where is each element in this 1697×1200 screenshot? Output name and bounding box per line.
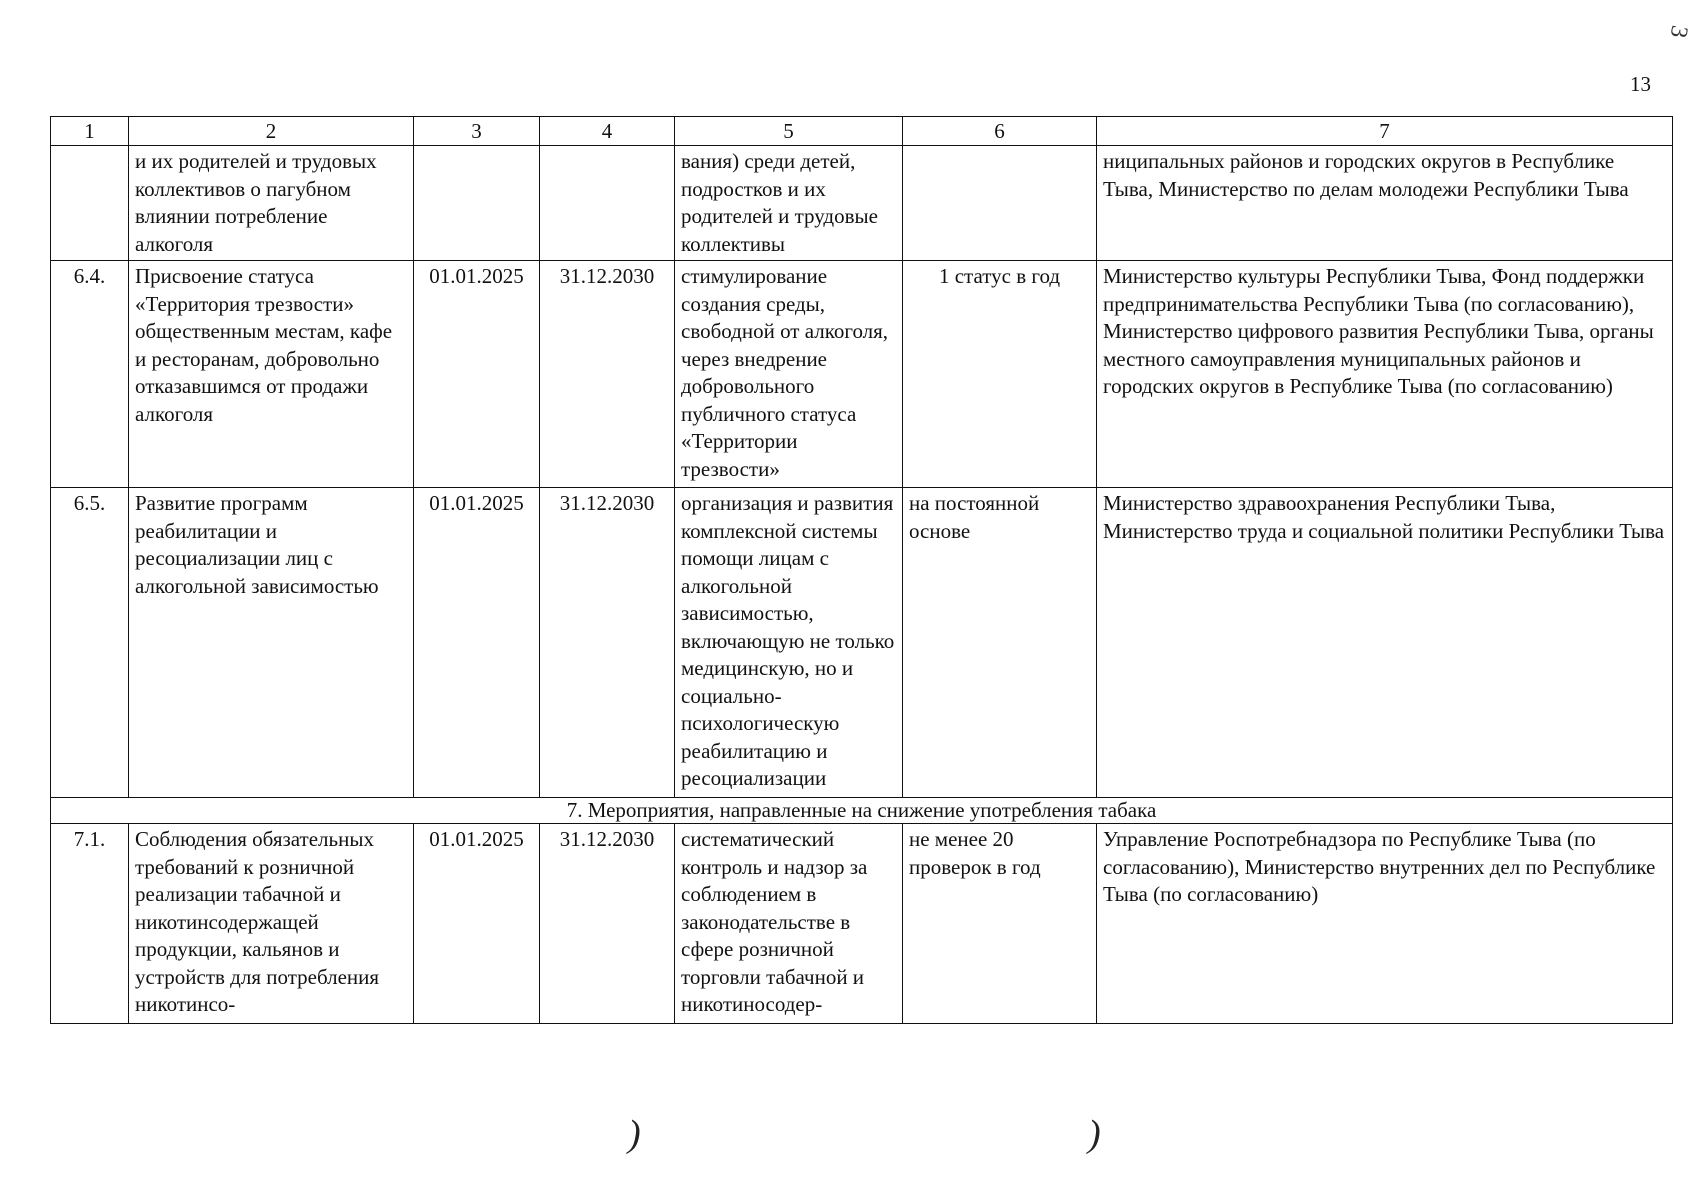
section-title: 7. Мероприятия, направленные на снижение употребления табака [51, 798, 1673, 824]
column-header: 3 [414, 117, 540, 146]
row-number: 6.5. [51, 488, 129, 798]
table-row [51, 146, 1673, 261]
executors: ниципальных районов и городских округов в Республике Тыва, Министерство по делам молодежи Республики Тыва [1097, 146, 1673, 261]
indicator [903, 146, 1097, 261]
start-date [414, 146, 540, 261]
executors: Министерство культуры Республики Тыва, Фонд поддержки предпринимательства Республики Тыва (по согласованию), Министерство цифрового развития Республики Тыва, органы местного самоуправления муниципальных районов и городских округов в Республике Тыва (по согласованию) [1097, 261, 1673, 488]
table-row [51, 261, 1673, 488]
page-number: 13 [1630, 72, 1651, 96]
row-number: 7.1. [51, 824, 129, 1024]
end-date: 31.12.2030 [540, 824, 675, 1024]
executors: Министерство здравоохранения Республики Тыва, Министерство труда и социальной политики Республики Тыва [1097, 488, 1673, 798]
start-date: 01.01.2025 [414, 488, 540, 798]
indicator: 1 статус в год [903, 261, 1097, 488]
start-date: 01.01.2025 [414, 824, 540, 1024]
expected-result: организация и развития комплексной системы помощи лицам с алкогольной зависимостью, включающую не только медицинскую, но и социально-психологическую реабилитацию и ресоциализации [675, 488, 903, 798]
table-row [51, 824, 1673, 1024]
column-header: 1 [51, 117, 129, 146]
column-header: 5 [675, 117, 903, 146]
end-date: 31.12.2030 [540, 488, 675, 798]
end-date [540, 146, 675, 261]
column-header: 6 [903, 117, 1097, 146]
measure-name: Развитие программ реабилитации и ресоциализации лиц с алкогольной зависимостью [129, 488, 414, 798]
indicator: не менее 20 проверок в год [903, 824, 1097, 1024]
measure-name: Соблюдения обязательных требований к розничной реализации табачной и никотинсодержащей продукции, кальянов и устройств для потребления никотинсо- [129, 824, 414, 1024]
row-number [51, 146, 129, 261]
indicator: на постоянной основе [903, 488, 1097, 798]
expected-result: вания) среди детей, подростков и их родителей и трудовые коллективы [675, 146, 903, 261]
column-header: 4 [540, 117, 675, 146]
executors: Управление Роспотребнадзора по Республике Тыва (по согласованию), Министерство внутренних дел по Республике Тыва (по согласованию) [1097, 824, 1673, 1024]
column-header: 7 [1097, 117, 1673, 146]
end-date: 31.12.2030 [540, 261, 675, 488]
row-number: 6.4. [51, 261, 129, 488]
measures-table [50, 116, 1673, 1024]
table-row [51, 488, 1673, 798]
expected-result: систематический контроль и надзор за соблюдением в законодательстве в сфере розничной торговли табачной и никотиносодер- [675, 824, 903, 1024]
column-header: 2 [129, 117, 414, 146]
expected-result: стимулирование создания среды, свободной от алкоголя, через внедрение добровольного публичного статуса «Территории трезвости» [675, 261, 903, 488]
corner-handwritten-mark: 3 [1664, 23, 1693, 40]
measure-name: Присвоение статуса «Территория трезвости» общественным местам, кафе и ресторанам, добровольно отказавшимся от продажи алкоголя [129, 261, 414, 488]
start-date: 01.01.2025 [414, 261, 540, 488]
header-row [51, 117, 1673, 146]
scan-mark-left: ) [628, 1113, 641, 1155]
measure-name: и их родителей и трудовых коллективов о пагубном влиянии потребление алкоголя [129, 146, 414, 261]
section-header-row [51, 798, 1673, 824]
scan-mark-right: ) [1088, 1113, 1101, 1155]
